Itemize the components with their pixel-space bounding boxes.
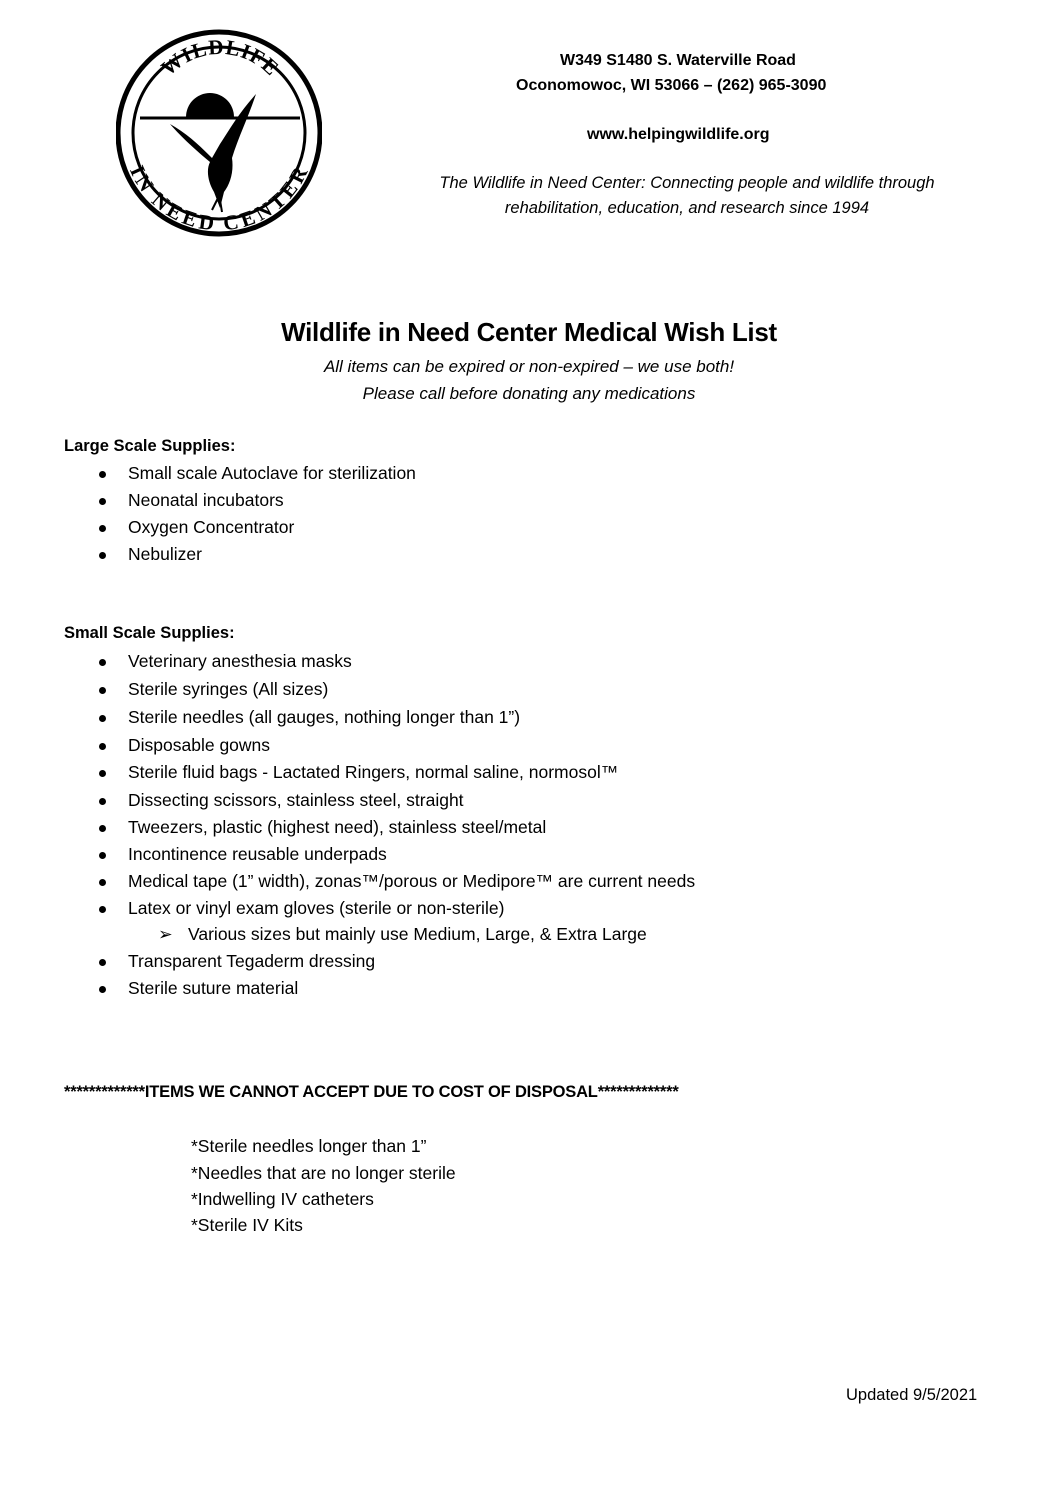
bullet-icon [99,687,106,694]
small-scale-heading: Small Scale Supplies: [64,624,235,642]
tagline-line-2: rehabilitation, education, and research since 1994 [504,199,870,217]
bullet-icon [99,471,106,478]
wildlife-in-need-center-logo [116,22,322,244]
cannot-accept-item: *Sterile needles longer than 1” [191,1136,427,1156]
bullet-icon [99,770,106,777]
bullet-icon [99,798,106,805]
large-scale-heading: Large Scale Supplies: [64,437,236,455]
cannot-accept-item: *Needles that are no longer sterile [191,1163,456,1183]
bullet-icon [99,552,106,559]
website-link[interactable]: www.helpingwildlife.org [587,126,770,143]
sun-icon [186,93,234,117]
bullet-icon [99,659,106,666]
gloves-sub-item: ➢ Various sizes but mainly use Medium, Large, & Extra Large [158,924,647,944]
address-line-2: Oconomowoc, WI 53066 – (262) 965-3090 [516,77,827,94]
page-title: Wildlife in Need Center Medical Wish List [281,317,777,347]
tagline [400,171,974,221]
updated-date: Updated 9/5/2021 [846,1386,978,1404]
address-line-1: W349 S1480 S. Waterville Road [560,52,796,69]
tagline-line-1: The Wildlife in Need Center: Connecting people and wildlife through [439,174,935,192]
cannot-accept-item: *Indwelling IV catheters [191,1189,374,1209]
bullet-icon [99,879,106,886]
logo-text-bottom: IN NEED CENTER [125,161,313,236]
bullet-icon [99,715,106,722]
bullet-icon [99,906,106,913]
logo-text-top: WILDLIFE [156,34,285,81]
bullet-icon [99,986,106,993]
bullet-icon [99,959,106,966]
arrow-bullet-icon: ➢ [158,924,173,944]
bullet-icon [99,498,106,505]
bullet-icon [99,525,106,532]
bullet-icon [99,743,106,750]
cannot-accept-item: *Sterile IV Kits [191,1215,303,1235]
cannot-accept-heading: *************ITEMS WE CANNOT ACCEPT DUE TO COST OF DISPOSAL************* [64,1083,679,1101]
bullet-icon [99,825,106,832]
bullet-icon [99,852,106,859]
subtitle-line-1: All items can be expired or non-expired – we use both! [323,357,735,376]
subtitle-line-2: Please call before donating any medications [362,384,696,403]
